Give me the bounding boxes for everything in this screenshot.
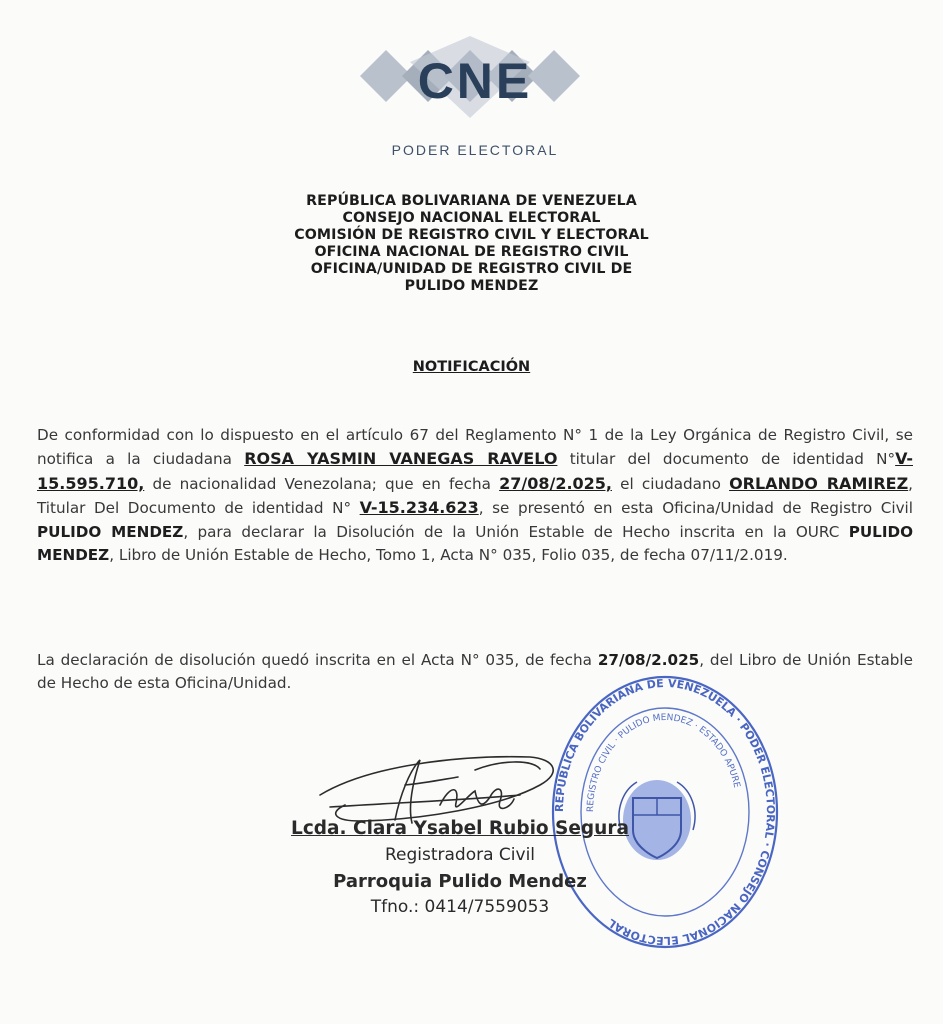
logo-text: CNE: [417, 53, 533, 109]
institution-header: [0, 193, 943, 295]
text-span: , Titular Del Documento de identidad N°: [37, 474, 913, 518]
text-span: , del Libro de Unión Estable de Hecho de esta Oficina/Unidad.: [37, 651, 913, 693]
declarant-id: V-15.234.623: [359, 498, 479, 518]
office-name: PULIDO MENDEZ: [37, 522, 913, 565]
logo-subtitle: PODER ELECTORAL: [391, 142, 559, 158]
registrar-role: Registradora Civil: [384, 845, 536, 865]
cne-logo: [330, 28, 620, 188]
citizen-id: V-15.595.710,: [37, 449, 913, 493]
registrar-phone: Tfno.: 0414/7559053: [370, 897, 550, 917]
stamp-outer-text: REPÚBLICA BOLIVARIANA DE VENEZUELA · PODER ELECTORAL · CONSEJO NACIONAL ELECTORAL: [552, 676, 778, 948]
header-line: OFICINA/UNIDAD DE REGISTRO CIVIL DE: [310, 261, 633, 277]
signature-block: [200, 816, 720, 920]
text-span: De conformidad con lo dispuesto en el artículo 67 del Reglamento N° 1 de la Ley Orgánica de Registro Civil, se notifica a la ciudadana: [37, 426, 913, 469]
text-span: de nacionalidad Venezolana; que en fecha: [144, 474, 500, 493]
declarant-name: ORLANDO RAMIREZ: [729, 473, 909, 493]
text-span: el ciudadano: [612, 474, 730, 493]
header-line: COMISIÓN DE REGISTRO CIVIL Y ELECTORAL: [294, 227, 649, 243]
text-span: La declaración de disolución quedó inscrita en el Acta N° 035, de fecha: [37, 651, 598, 669]
header-line: CONSEJO NACIONAL ELECTORAL: [342, 210, 601, 226]
notification-paragraph: [37, 424, 913, 567]
declaration-date: 27/08/2.025,: [499, 473, 612, 493]
office-name: PULIDO MENDEZ: [37, 522, 184, 541]
text-span: , Libro de Unión Estable de Hecho, Tomo 1, Acta N° 035, Folio 035, de fecha 07/11/2.019.: [109, 546, 788, 565]
registration-date: 27/08/2.025: [597, 651, 700, 669]
registrar-parish: Parroquia Pulido Mendez: [333, 871, 587, 892]
text-span: , se presentó en esta Oficina/Unidad de Registro Civil: [478, 499, 913, 518]
header-line: REPÚBLICA BOLIVARIANA DE VENEZUELA: [306, 193, 637, 209]
registrar-name: Lcda. Clara Ysabel Rubio Segura: [291, 818, 629, 839]
header-line: OFICINA NACIONAL DE REGISTRO CIVIL: [314, 244, 629, 260]
text-span: , para declarar la Disolución de la Unión Estable de Hecho inscrita en la OURC: [183, 522, 849, 541]
header-line: PULIDO MENDEZ: [404, 278, 539, 294]
text-span: titular del documento de identidad N°: [557, 450, 896, 469]
document-title: NOTIFICACIÓN: [412, 359, 531, 375]
stamp-inner-text: REGISTRO CIVIL · PULIDO MENDEZ · ESTADO APURE: [585, 712, 742, 813]
citizen-name: ROSA YASMIN VANEGAS RAVELO: [244, 449, 558, 469]
